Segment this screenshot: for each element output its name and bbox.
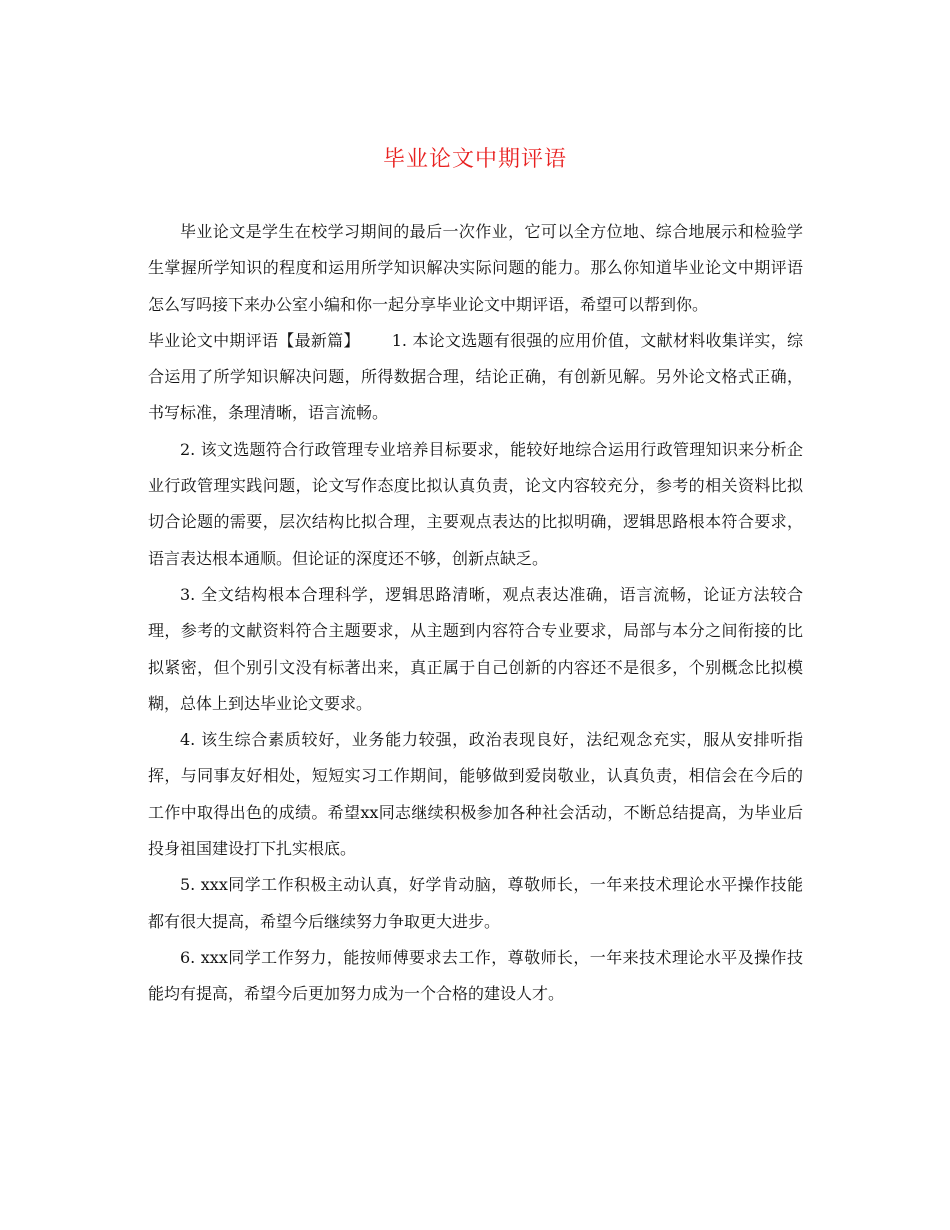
- comment-item-3: 3. 全文结构根本合理科学，逻辑思路清晰，观点表达准确，语言流畅，论证方法较合理，参考的文献资料符合主题要求，从主题到内容符合专业要求，局部与本分之间衔接的比拟紧密，但个别引文没有标著出来，真正属于自己创新的内容还不是很多，个别概念比拟模糊，总体上到达毕业论文要求。: [148, 584, 803, 713]
- document-title: 毕业论文中期评语: [382, 147, 567, 172]
- intro-paragraph: 毕业论文是学生在校学习期间的最后一次作业，它可以全方位地、综合地展示和检验学生掌握所学知识的程度和运用所学知识解决实际问题的能力。那么你知道毕业论文中期评语怎么写吗接下来办公室小编和你一起分享毕业论文中期评语，希望可以帮到你。: [148, 222, 803, 314]
- comment-item-2: 2. 该文选题符合行政管理专业培养目标要求，能较好地综合运用行政管理知识来分析企业行政管理实践问题，论文写作态度比拟认真负责，论文内容较充分，参考的相关资料比拟切合论题的需要，层次结构比拟合理，主要观点表达的比拟明确，逻辑思路根本符合要求，语言表达根本通顺。但论证的深度还不够，创新点缺乏。: [148, 439, 803, 568]
- section-heading: 毕业论文中期评语【最新篇】: [148, 330, 360, 350]
- comment-item-1: 1. 本论文选题有很强的应用价值，文献材料收集详实，综合运用了所学知识解决问题，所得数据合理，结论正确，有创新见解。另外论文格式正确，书写标准，条理清晰，语言流畅。: [148, 330, 803, 423]
- section-paragraph-1: [148, 323, 803, 432]
- comment-item-4: 4. 该生综合素质较好，业务能力较强，政治表现良好，法纪观念充实，服从安排听指挥，与同事友好相处，短短实习工作期间，能够做到爱岗敬业，认真负责，相信会在今后的工作中取得出色的成绩。希望xx同志继续积极参加各种社会活动，不断总结提高，为毕业后投身祖国建设打下扎实根底。: [148, 730, 803, 859]
- comment-item-5: 5. xxx同学工作积极主动认真，好学肯动脑，尊敬师长，一年来技术理论水平操作技能都有很大提高，希望今后继续努力争取更大进步。: [148, 875, 803, 931]
- document-body: [148, 214, 803, 1013]
- comment-item-6: 6. xxx同学工作努力，能按师傅要求去工作，尊敬师长，一年来技术理论水平及操作技能均有提高，希望今后更加努力成为一个合格的建设人才。: [148, 947, 803, 1004]
